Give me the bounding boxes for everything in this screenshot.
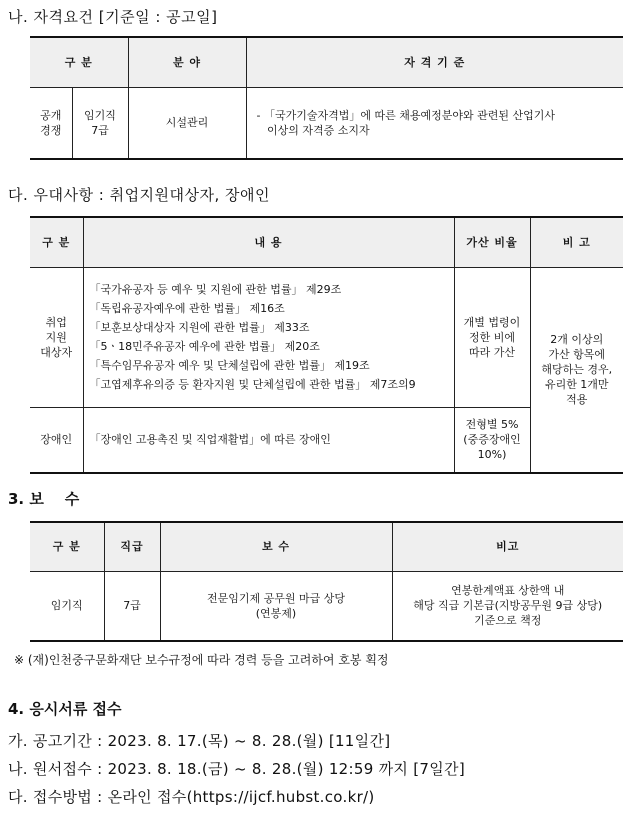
header-note: 비고 bbox=[392, 522, 623, 571]
cell-type: 공개 경쟁 bbox=[30, 87, 72, 159]
header-ratio: 가산 비율 bbox=[454, 217, 530, 267]
cell-ratio-employment: 개별 법령이 정한 비에 따라 가산 bbox=[454, 267, 530, 407]
application-item: 나. 원서접수 : 2023. 8. 18.(금) ~ 8. 28.(월) 12:59 까지 [7일간] bbox=[8, 760, 465, 778]
pay-footnote: ※ (재)인천중구문화재단 보수규정에 따라 경력 등을 고려하여 호봉 획정 bbox=[14, 653, 389, 667]
cell-content-disabled: 「장애인 고용촉진 및 직업재활법」에 따른 장애인 bbox=[83, 407, 454, 473]
law-item: 「독립유공자예우에 관한 법률」 제16조 bbox=[89, 302, 285, 315]
header-division: 구 분 bbox=[30, 37, 128, 87]
cell-note: 2개 이상의 가산 항목에 해당하는 경우, 유리한 1개만 적용 bbox=[530, 267, 623, 473]
header-division: 구 분 bbox=[30, 522, 104, 571]
cell-qualification: - 「국가기술자격법」에 따른 채용예정분야와 관련된 산업기사 이상의 자격증 소지자 bbox=[246, 87, 623, 159]
cell-law-list bbox=[83, 267, 454, 407]
header-qualification: 자 격 기 준 bbox=[246, 37, 623, 87]
header-field: 분 야 bbox=[128, 37, 246, 87]
law-item: 「보훈보상대상자 지원에 관한 법률」 제33조 bbox=[89, 321, 310, 334]
law-item: 「고엽제후유의증 등 환자지원 및 단체설립에 관한 법률」 제7조의9 bbox=[89, 378, 416, 391]
cell-division-employment: 취업 지원 대상자 bbox=[30, 267, 83, 407]
header-division: 구 분 bbox=[30, 217, 83, 267]
cell-pay-note: 연봉한계액표 상한액 내 해당 직급 기본급(지방공무원 9급 상당) 기준으로 책정 bbox=[392, 571, 623, 641]
pay-table bbox=[30, 521, 623, 642]
preference-table bbox=[30, 216, 623, 474]
section-3-title: 3. 보 수 bbox=[8, 490, 80, 508]
header-note: 비 고 bbox=[530, 217, 623, 267]
law-item: 「국가유공자 등 예우 및 지원에 관한 법률」 제29조 bbox=[89, 283, 342, 296]
cell-ratio-disabled: 전형별 5% (중증장애인 10%) bbox=[454, 407, 530, 473]
method-item: 다. 접수방법 : 온라인 접수(https://ijcf.hubst.co.kr/) bbox=[8, 788, 375, 806]
section-na-title: 나. 자격요건 [기준일 : 공고일] bbox=[8, 8, 218, 26]
period-item: 가. 공고기간 : 2023. 8. 17.(목) ~ 8. 28.(월) [11일간] bbox=[8, 732, 391, 750]
qualification-table bbox=[30, 36, 623, 160]
cell-pay-grade: 7급 bbox=[104, 571, 160, 641]
law-item: 「특수임무유공자 예우 및 단체설립에 관한 법률」 제19조 bbox=[89, 359, 370, 372]
cell-division-disabled: 장애인 bbox=[30, 407, 83, 473]
header-pay: 보 수 bbox=[160, 522, 392, 571]
header-grade: 직급 bbox=[104, 522, 160, 571]
section-da-title: 다. 우대사항 : 취업지원대상자, 장애인 bbox=[8, 186, 271, 204]
cell-pay-division: 임기직 bbox=[30, 571, 104, 641]
law-item: 「5ㆍ18민주유공자 예우에 관한 법률」 제20조 bbox=[89, 340, 320, 353]
section-4-title: 4. 응시서류 접수 bbox=[8, 700, 122, 718]
cell-pay: 전문임기제 공무원 마급 상당 (연봉제) bbox=[160, 571, 392, 641]
cell-grade: 임기직 7급 bbox=[72, 87, 128, 159]
cell-field: 시설관리 bbox=[128, 87, 246, 159]
header-content: 내 용 bbox=[83, 217, 454, 267]
